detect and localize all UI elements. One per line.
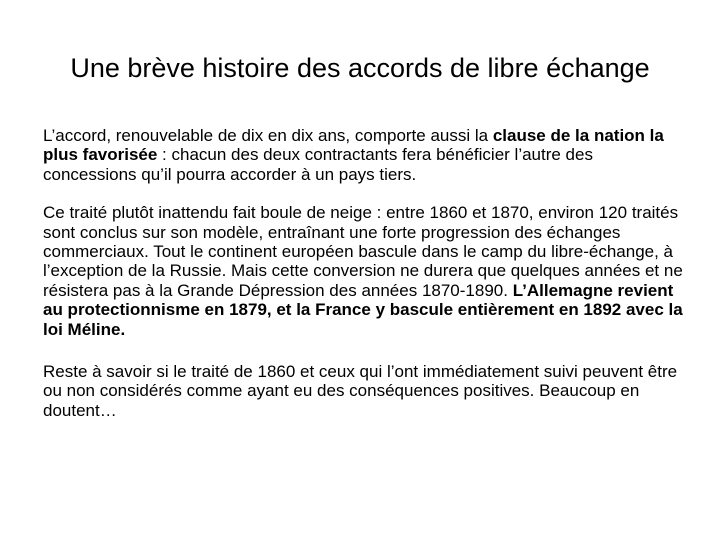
slide-title: Une brève histoire des accords de libre échange (70, 53, 650, 83)
paragraph-bold-text: L’Allemagne revient au protectionnisme en 1879, et la France y bascule entièrement en 1892 avec la loi Méline. (43, 280, 683, 339)
paragraph-bold-text: clause de la nation la plus favorisée (43, 126, 664, 165)
paragraph-text: Reste à savoir si le traité de 1860 et ceux qui l’ont immédiatement suivi peuvent être ou non considérés comme ayant eu des conséquences positives. Beaucoup en doutent… (43, 362, 678, 420)
paragraph-text: L’accord, renouvelable de dix en dix ans, comporte aussi la (43, 126, 493, 145)
paragraph-text: Ce traité plutôt inattendu fait boule de neige : entre 1860 et 1870, environ 120 traités sont conclus sur son modèle, entraînant une forte progression des échanges commerciaux. Tout le continent européen bascule dans le camp du libre-échange, à l’exception de la Russie. Mais cette conversion ne durera que quelques années et ne résistera pas à la Grande Dépression des années 1870-1890. (43, 203, 683, 300)
paragraph-treaty-effects (43, 203, 683, 339)
paragraph-mfn-clause (43, 126, 683, 184)
slide-body (43, 126, 683, 439)
paragraph-text: : chacun des deux contractants fera bénéficier l’autre des concessions qu’il pourra accorder à un pays tiers. (43, 145, 593, 184)
paragraph-conclusion (43, 362, 683, 420)
